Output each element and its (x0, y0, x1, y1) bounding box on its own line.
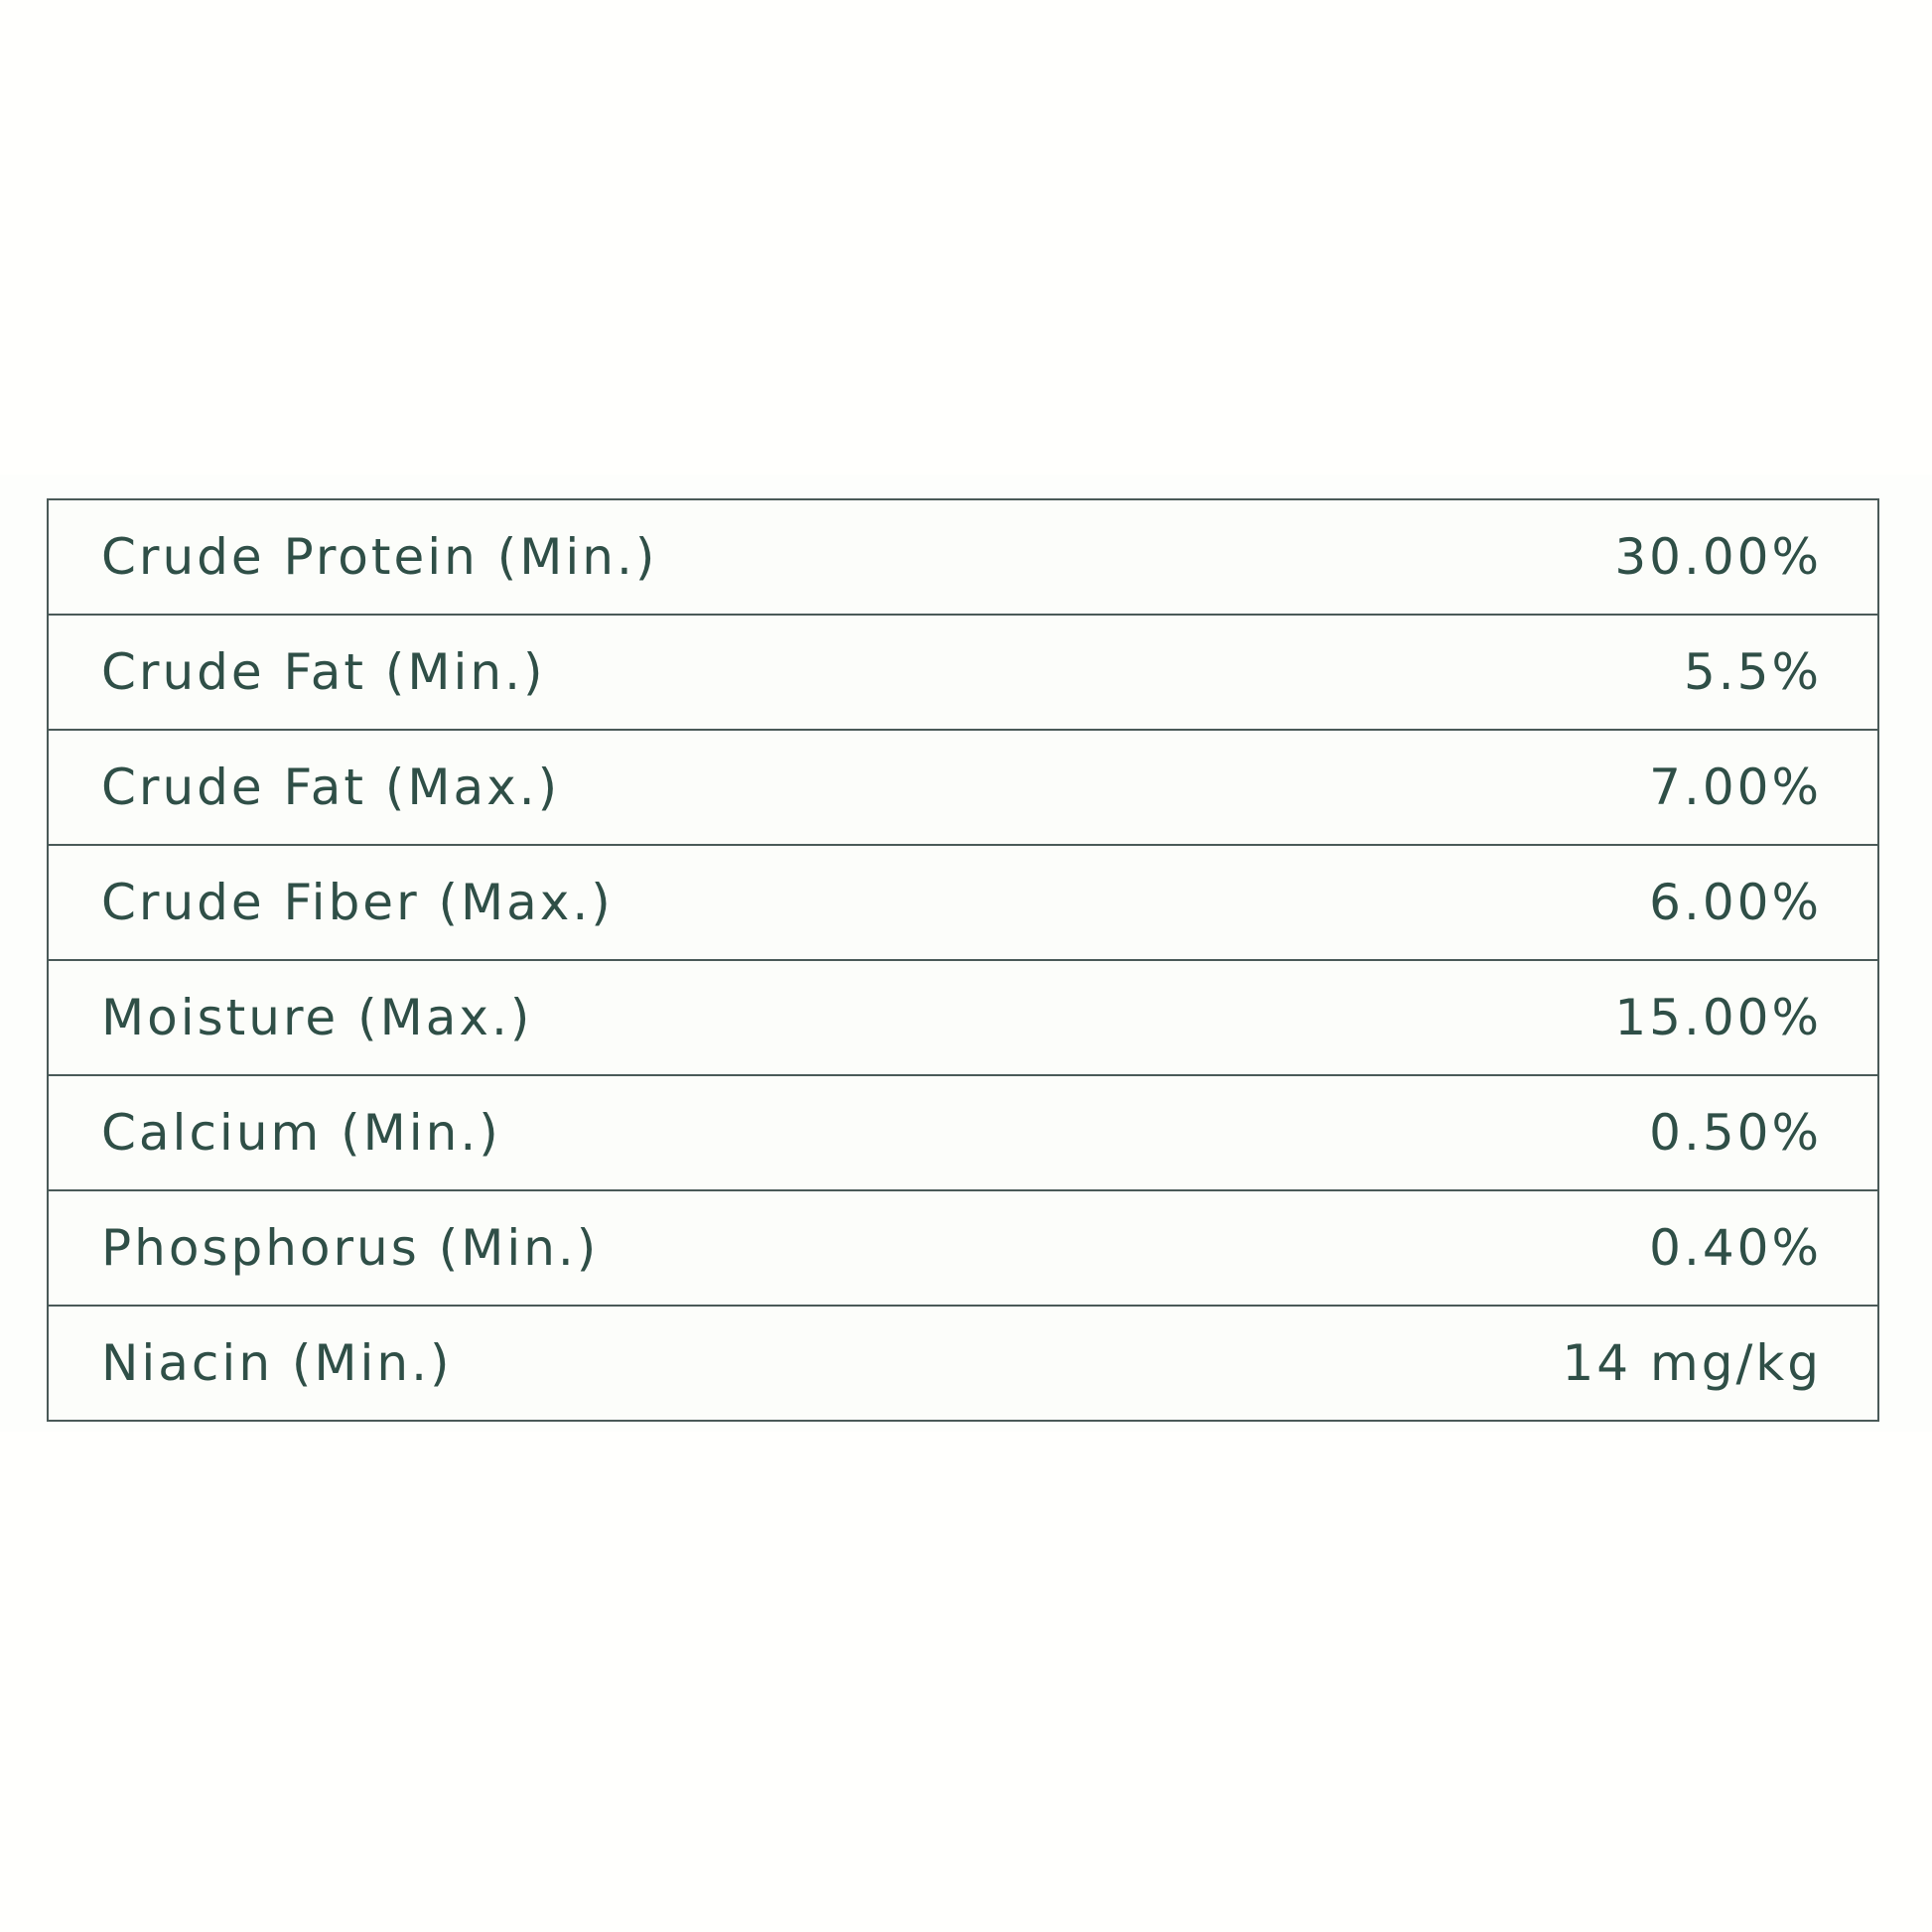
nutrient-label: Calcium (Min.) (101, 1104, 501, 1162)
nutrient-label: Crude Protein (Min.) (101, 528, 658, 586)
table-row (49, 500, 1877, 616)
table-row (49, 846, 1877, 961)
nutrient-value: 30.00% (1614, 528, 1822, 586)
nutrient-label: Niacin (Min.) (101, 1334, 453, 1392)
nutrient-value: 7.00% (1649, 759, 1822, 816)
nutrient-label: Crude Fat (Min.) (101, 643, 546, 701)
nutrient-label: Moisture (Max.) (101, 989, 533, 1046)
nutrient-value: 6.00% (1649, 874, 1822, 931)
nutrient-label: Crude Fat (Max.) (101, 759, 561, 816)
guaranteed-analysis-table (47, 498, 1879, 1422)
table-row (49, 1191, 1877, 1307)
table-row (49, 1076, 1877, 1191)
nutrient-label: Phosphorus (Min.) (101, 1219, 600, 1277)
nutrient-value: 0.50% (1649, 1104, 1822, 1162)
table-row (49, 616, 1877, 731)
nutrient-value: 15.00% (1614, 989, 1822, 1046)
nutrient-value: 5.5% (1683, 643, 1822, 701)
nutrient-value: 0.40% (1649, 1219, 1822, 1277)
table-row (49, 731, 1877, 846)
table-row (49, 961, 1877, 1076)
nutrient-value: 14 mg/kg (1562, 1334, 1822, 1392)
table-row (49, 1307, 1877, 1420)
nutrient-label: Crude Fiber (Max.) (101, 874, 614, 931)
